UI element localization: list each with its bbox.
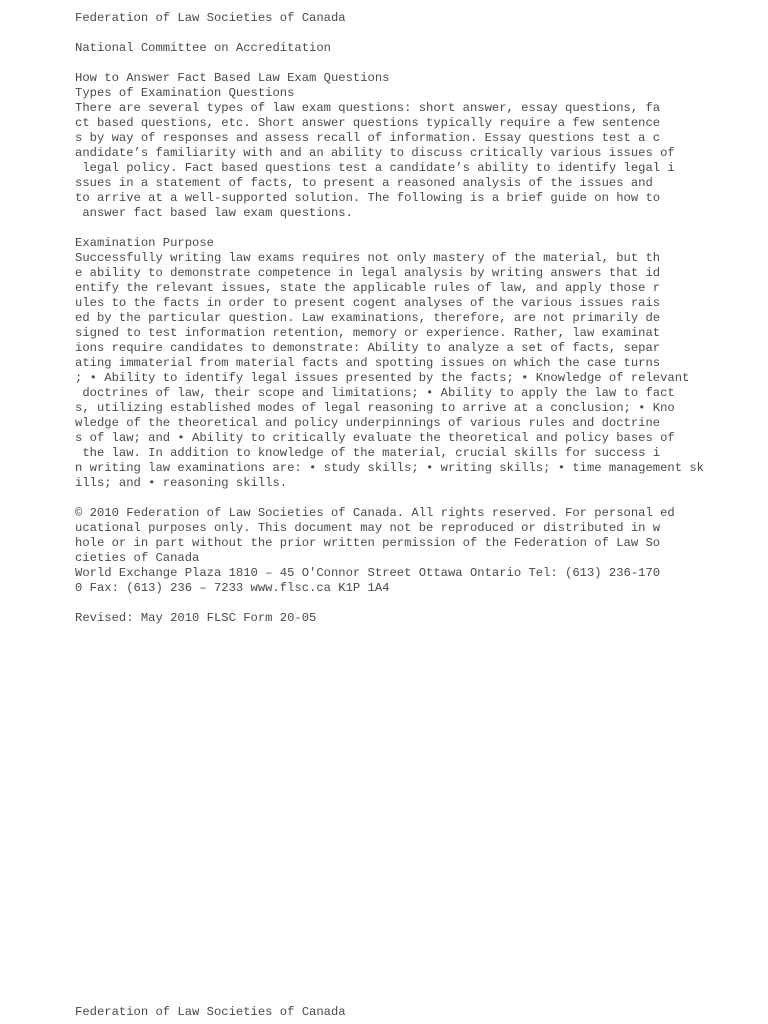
purpose-line: the law. In addition to knowledge of the material, crucial skills for success i	[75, 446, 661, 460]
spacer	[75, 56, 735, 71]
purpose-line: ed by the particular question. Law examinations, therefore, are not primarily de	[75, 311, 661, 325]
purpose-line: Successfully writing law exams requires not only mastery of the material, but th	[75, 251, 661, 265]
document-title: How to Answer Fact Based Law Exam Questions	[75, 71, 390, 85]
purpose-line: s of law; and • Ability to critically evaluate the theoretical and policy bases of	[75, 431, 675, 445]
spacer	[75, 491, 735, 506]
purpose-line: s, utilizing established modes of legal reasoning to arrive at a conclusion; • Kno	[75, 401, 675, 415]
page-footer: Federation of Law Societies of Canada	[75, 1005, 346, 1019]
intro-line: ct based questions, etc. Short answer questions typically require a few sentence	[75, 116, 661, 130]
purpose-line: wledge of the theoretical and policy underpinnings of various rules and doctrine	[75, 416, 661, 430]
copyright-line: hole or in part without the prior written permission of the Federation of Law So	[75, 536, 661, 550]
organization-heading: Federation of Law Societies of Canada	[75, 11, 346, 25]
purpose-line: entify the relevant issues, state the applicable rules of law, and apply those r	[75, 281, 661, 295]
copyright-notice	[75, 506, 735, 596]
document-page	[75, 11, 735, 626]
intro-line: answer fact based law exam questions.	[75, 206, 353, 220]
copyright-line: © 2010 Federation of Law Societies of Canada. All rights reserved. For personal ed	[75, 506, 675, 520]
committee-heading: National Committee on Accreditation	[75, 41, 331, 55]
intro-line: s by way of responses and assess recall of information. Essay questions test a c	[75, 131, 661, 145]
purpose-line: n writing law examinations are: • study skills; • writing skills; • time management sk	[75, 461, 704, 475]
purpose-line: doctrines of law, their scope and limitations; • Ability to apply the law to fact	[75, 386, 675, 400]
purpose-line: ules to the facts in order to present cogent analyses of the various issues rais	[75, 296, 661, 310]
intro-line: legal policy. Fact based questions test a candidate’s ability to identify legal i	[75, 161, 675, 175]
purpose-line: ; • Ability to identify legal issues presented by the facts; • Knowledge of relevant	[75, 371, 690, 385]
intro-line: There are several types of law exam questions: short answer, essay questions, fa	[75, 101, 661, 115]
spacer	[75, 26, 735, 41]
intro-line: andidate’s familiarity with and an ability to discuss critically various issues of	[75, 146, 675, 160]
intro-line: to arrive at a well-supported solution. The following is a brief guide on how to	[75, 191, 661, 205]
address-line: 0 Fax: (613) 236 – 7233 www.flsc.ca K1P 1A4	[75, 581, 390, 595]
section-heading-purpose: Examination Purpose	[75, 236, 214, 250]
section-heading-types: Types of Examination Questions	[75, 86, 295, 100]
copyright-line: ucational purposes only. This document may not be reproduced or distributed in w	[75, 521, 661, 535]
purpose-line: ating immaterial from material facts and spotting issues on which the case turns	[75, 356, 661, 370]
revision-note: Revised: May 2010 FLSC Form 20-05	[75, 611, 317, 625]
purpose-line: e ability to demonstrate competence in legal analysis by writing answers that id	[75, 266, 661, 280]
spacer	[75, 221, 735, 236]
address-line: World Exchange Plaza 1810 – 45 O'Connor Street Ottawa Ontario Tel: (613) 236-170	[75, 566, 661, 580]
purpose-line: ills; and • reasoning skills.	[75, 476, 288, 490]
purpose-paragraph	[75, 251, 735, 491]
purpose-line: signed to test information retention, memory or experience. Rather, law examinat	[75, 326, 661, 340]
intro-paragraph	[75, 101, 735, 221]
copyright-line: cieties of Canada	[75, 551, 200, 565]
spacer	[75, 596, 735, 611]
intro-line: ssues in a statement of facts, to present a reasoned analysis of the issues and	[75, 176, 653, 190]
purpose-line: ions require candidates to demonstrate: Ability to analyze a set of facts, separ	[75, 341, 661, 355]
